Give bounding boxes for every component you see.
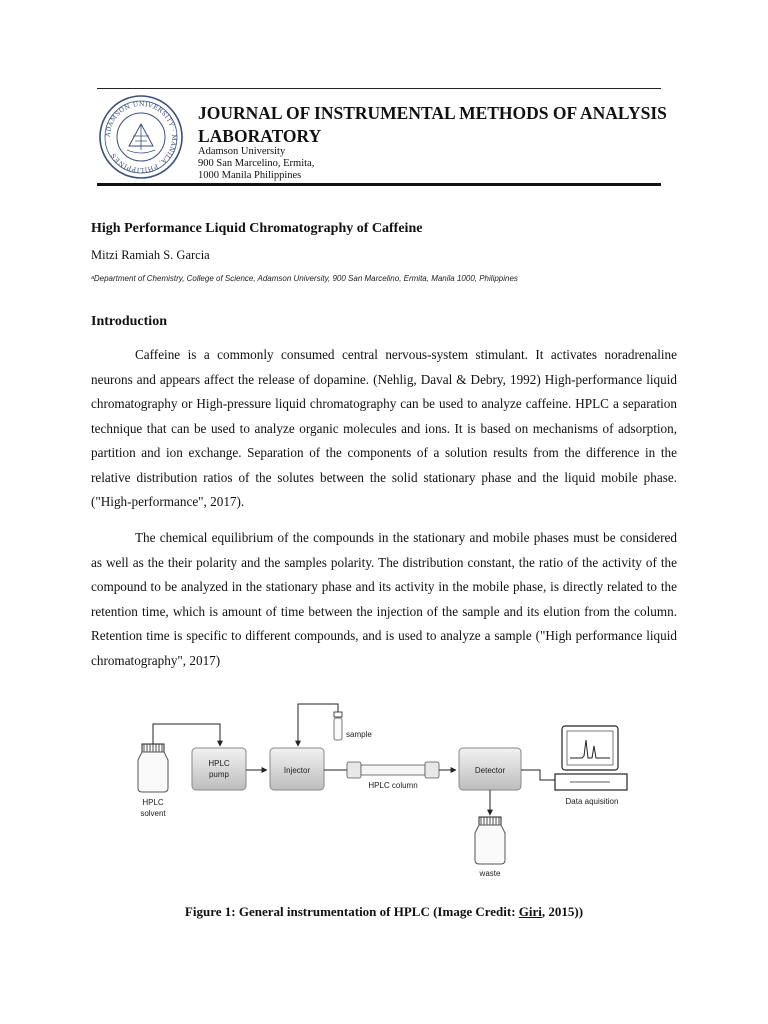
hplc-pump-label: pump [208,770,230,779]
hplc-solvent-label: solvent [140,809,166,818]
paper-title: High Performance Liquid Chromatography of Caffeine [91,221,423,236]
waste-bottle-icon [475,817,505,864]
seal-lettering: ADAMSON UNIVERSITY · MANILA, PHILIPPINES [104,100,178,174]
hplc-solvent-label: HPLC [142,798,164,807]
caption-year: , 2015)) [541,904,584,919]
sample-to-injector-arrow [298,704,338,746]
figure-caption [0,904,768,920]
section-heading-introduction: Introduction [91,314,167,329]
paragraph-text: Caffeine is a commonly consumed central nervous-system stimulant. It activates noradrenaline neurons and appears affect the release of dopamine. (Nehlig, Daval & Debry, 1992) High-performance liquid chromatography or High-pressure liquid chromatography can be used to analyze caffeine. HPLC a separation technique that can be used to analyze organic molecules and ions. It is based on mechanisms of adsorption, partition and ion exchange. Separation of the components of a solution results from the difference in the relative distribution ratios of the solutes between the solid stationary phase and the liquid mobile phase. ("High-performance", 2017). [91,347,677,509]
header-bottom-rule [97,183,661,186]
author-name: Mitzi Ramiah S. Garcia [91,248,210,262]
hplc-instrumentation-diagram [130,700,640,885]
sample-label: sample [346,730,372,739]
journal-title: JOURNAL OF INSTRUMENTAL METHODS OF ANALYSIS LABORATORY [198,103,667,146]
solvent-bottle-icon [138,744,168,792]
caption-credit-link[interactable]: Giri [518,904,542,919]
paragraph-text: The chemical equilibrium of the compounds in the stationary and mobile phases must be considered as well as the their polarity and the samples polarity. The distribution constant, the ratio of the activity of the compound to be analyzed in the stationary phase and its activity in the mobile phase, is directly related to the retention time, which is amount of time between the injection of the sample and its elution from the column. Retention time is specific to different compounds, and is used to analyze a sample ("High performance liquid chromatography", 2017) [91,530,677,668]
caption-text: Figure 1: General instrumentation of HPLC (Image Credit: [184,904,519,919]
hplc-column-icon [347,762,439,778]
hplc-column-label: HPLC column [368,781,418,790]
body-paragraph [91,343,677,515]
affiliation-line: 900 San Marcelino, Ermita, [198,158,315,169]
affiliation-line: 1000 Manila Philippines [198,170,302,181]
hplc-pump-label: HPLC [208,759,230,768]
detector-label: Detector [474,766,506,775]
header-top-rule [97,88,661,89]
data-acquisition-label: Data aquisition [565,797,619,806]
detector-to-computer-line [521,770,555,780]
body-paragraph [91,526,677,673]
injector-label: Injector [283,766,311,775]
waste-label: waste [479,869,501,878]
university-seal-logo [98,94,184,180]
affiliation-line: Adamson University [198,146,286,157]
computer-monitor-icon [555,726,627,790]
hplc-pump-box [192,748,246,790]
sample-vial-icon [334,712,342,740]
solvent-to-pump-arrow [153,724,220,746]
author-affiliation: ᵃDepartment of Chemistry, College of Science, Adamson University, 900 San Marcelino, Ermita, Manila 1000, Philippines [91,274,518,283]
